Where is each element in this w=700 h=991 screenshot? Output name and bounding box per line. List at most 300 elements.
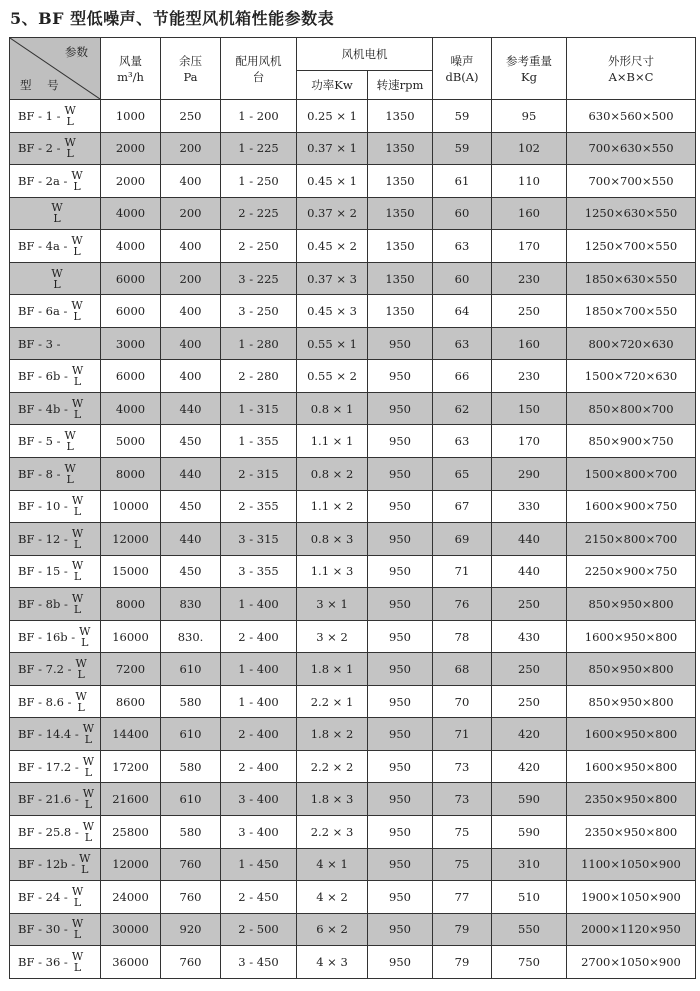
pressure-cell: 580 <box>161 750 221 783</box>
dims-cell: 1600×900×750 <box>567 490 696 523</box>
airflow-cell: 6000 <box>101 360 161 393</box>
speed-cell: 950 <box>368 848 433 881</box>
motor-header: 风机电机 <box>297 38 433 71</box>
noise-label: 噪声 <box>450 53 474 68</box>
table-row <box>10 555 696 588</box>
model-variant <box>72 886 83 908</box>
airflow-cell: 6000 <box>101 262 161 295</box>
airflow-cell: 1000 <box>101 100 161 133</box>
model-name: BF - 3 - <box>18 337 61 352</box>
pressure-unit: Pa <box>183 69 198 84</box>
fan-cell: 2 - 225 <box>221 197 297 230</box>
model-name: BF - 8b - <box>18 596 68 611</box>
airflow-cell: 4000 <box>101 197 161 230</box>
airflow-cell: 25800 <box>101 816 161 849</box>
power-cell: 1.8 × 1 <box>297 653 368 686</box>
model-name: BF - 4b - <box>18 401 68 416</box>
pressure-cell: 580 <box>161 816 221 849</box>
fan-cell: 2 - 280 <box>221 360 297 393</box>
model-variant <box>79 626 90 648</box>
noise-cell: 69 <box>433 523 492 556</box>
variant-l: L <box>77 700 85 714</box>
model-variant <box>71 300 82 322</box>
power-cell: 0.55 × 1 <box>297 327 368 360</box>
variant-l: L <box>84 733 93 747</box>
airflow-cell: 30000 <box>101 913 161 946</box>
dims-cell: 1500×720×630 <box>567 360 696 393</box>
model-cell <box>10 197 101 230</box>
power-cell: 6 × 2 <box>297 913 368 946</box>
variant-w: W <box>71 591 84 605</box>
page-title: 5、BF 型低噪声、节能型风机箱性能参数表 <box>10 9 335 28</box>
weight-header <box>492 38 567 100</box>
table-row <box>10 230 696 263</box>
model-variant <box>79 853 90 875</box>
weight-cell: 430 <box>492 620 567 653</box>
power-cell: 4 × 1 <box>297 848 368 881</box>
speed-cell: 1350 <box>368 197 433 230</box>
dims-cell: 800×720×630 <box>567 327 696 360</box>
pressure-cell: 250 <box>161 100 221 133</box>
fan-cell: 3 - 250 <box>221 295 297 328</box>
power-cell: 3 × 2 <box>297 620 368 653</box>
pressure-cell: 610 <box>161 653 221 686</box>
pressure-cell: 400 <box>161 165 221 198</box>
variant-w: W <box>71 494 84 508</box>
table-row <box>10 750 696 783</box>
speed-cell: 1350 <box>368 262 433 295</box>
speed-cell: 950 <box>368 913 433 946</box>
weight-cell: 250 <box>492 653 567 686</box>
model-cell <box>10 946 101 979</box>
dims-cell: 700×700×550 <box>567 165 696 198</box>
noise-cell: 63 <box>433 230 492 263</box>
speed-cell: 950 <box>368 425 433 458</box>
power-cell: 0.8 × 1 <box>297 392 368 425</box>
airflow-cell: 3000 <box>101 327 161 360</box>
dims-cell: 850×950×800 <box>567 588 696 621</box>
pressure-cell: 440 <box>161 458 221 491</box>
airflow-cell: 24000 <box>101 881 161 914</box>
power-cell: 0.45 × 2 <box>297 230 368 263</box>
model-cell <box>10 816 101 849</box>
dims-cell: 850×900×750 <box>567 425 696 458</box>
table-row <box>10 197 696 230</box>
variant-l: L <box>84 830 93 844</box>
variant-w: W <box>71 233 83 247</box>
airflow-cell: 7200 <box>101 653 161 686</box>
airflow-cell: 10000 <box>101 490 161 523</box>
model-name: BF - 6a - <box>18 304 68 319</box>
variant-w: W <box>71 559 84 573</box>
corner-bottom-label: 型 号 <box>20 78 65 92</box>
airflow-cell: 36000 <box>101 946 161 979</box>
speed-cell: 950 <box>368 588 433 621</box>
fan-cell: 3 - 355 <box>221 555 297 588</box>
dims-cell: 1850×630×550 <box>567 262 696 295</box>
model-cell <box>10 360 101 393</box>
model-variant <box>72 365 83 387</box>
model-name: BF - 10 - <box>18 499 68 514</box>
noise-cell: 68 <box>433 653 492 686</box>
airflow-cell: 8600 <box>101 685 161 718</box>
model-variant <box>72 918 83 940</box>
table-row <box>10 295 696 328</box>
model-cell <box>10 425 101 458</box>
noise-cell: 79 <box>433 946 492 979</box>
noise-cell: 79 <box>433 913 492 946</box>
fan-cell: 2 - 250 <box>221 230 297 263</box>
model-variant <box>65 105 76 127</box>
pressure-cell: 200 <box>161 262 221 295</box>
speed-cell: 950 <box>368 360 433 393</box>
model-name: BF - 17.2 - <box>18 759 79 774</box>
power-cell: 0.45 × 3 <box>297 295 368 328</box>
table-row <box>10 523 696 556</box>
airflow-cell: 21600 <box>101 783 161 816</box>
variant-w: W <box>82 819 95 833</box>
pressure-cell: 830. <box>161 620 221 653</box>
variant-w: W <box>51 201 63 215</box>
dims-cell: 2150×800×700 <box>567 523 696 556</box>
weight-cell: 330 <box>492 490 567 523</box>
model-cell <box>10 620 101 653</box>
weight-unit: Kg <box>521 69 537 84</box>
weight-cell: 310 <box>492 848 567 881</box>
airflow-cell: 17200 <box>101 750 161 783</box>
variant-l: L <box>73 537 82 551</box>
model-cell <box>10 100 101 133</box>
variant-w: W <box>79 852 91 866</box>
model-cell <box>10 165 101 198</box>
table-row <box>10 100 696 133</box>
pressure-cell: 400 <box>161 327 221 360</box>
variant-w: W <box>64 136 76 150</box>
variant-l: L <box>73 505 82 519</box>
noise-cell: 66 <box>433 360 492 393</box>
power-cell: 2.2 × 2 <box>297 750 368 783</box>
weight-cell: 102 <box>492 132 567 165</box>
pressure-cell: 400 <box>161 360 221 393</box>
power-header: 功率Kw <box>297 71 368 100</box>
variant-w: W <box>64 461 76 475</box>
fan-cell: 2 - 500 <box>221 913 297 946</box>
model-variant <box>65 137 76 159</box>
dims-header <box>567 38 696 100</box>
noise-cell: 63 <box>433 425 492 458</box>
pressure-cell: 610 <box>161 783 221 816</box>
pressure-cell: 760 <box>161 946 221 979</box>
weight-cell: 510 <box>492 881 567 914</box>
weight-cell: 230 <box>492 262 567 295</box>
variant-w: W <box>51 266 63 280</box>
weight-cell: 250 <box>492 685 567 718</box>
pressure-cell: 450 <box>161 555 221 588</box>
weight-cell: 150 <box>492 392 567 425</box>
model-variant <box>83 821 94 843</box>
pressure-header <box>161 38 221 100</box>
speed-cell: 950 <box>368 458 433 491</box>
noise-cell: 62 <box>433 392 492 425</box>
airflow-cell: 16000 <box>101 620 161 653</box>
table-row <box>10 653 696 686</box>
model-name: BF - 15 - <box>18 564 68 579</box>
pressure-cell: 440 <box>161 392 221 425</box>
variant-w: W <box>82 787 95 801</box>
pressure-cell: 830 <box>161 588 221 621</box>
speed-cell: 950 <box>368 555 433 588</box>
model-cell <box>10 848 101 881</box>
variant-l: L <box>81 635 89 649</box>
speed-cell: 950 <box>368 718 433 751</box>
model-cell <box>10 230 101 263</box>
model-variant <box>65 430 76 452</box>
fan-cell: 3 - 315 <box>221 523 297 556</box>
dims-cell: 630×560×500 <box>567 100 696 133</box>
model-name: BF - 21.6 - <box>18 792 79 807</box>
variant-l: L <box>66 114 74 128</box>
fan-cell: 2 - 355 <box>221 490 297 523</box>
noise-cell: 73 <box>433 783 492 816</box>
noise-cell: 78 <box>433 620 492 653</box>
model-variant <box>72 528 83 550</box>
power-cell: 2.2 × 1 <box>297 685 368 718</box>
model-name: BF - 16b - <box>18 629 76 644</box>
variant-l: L <box>84 765 93 779</box>
pressure-cell: 200 <box>161 132 221 165</box>
fan-cell: 1 - 400 <box>221 588 297 621</box>
speed-cell: 950 <box>368 685 433 718</box>
power-cell: 0.8 × 3 <box>297 523 368 556</box>
speed-cell: 950 <box>368 881 433 914</box>
performance-table <box>9 37 696 979</box>
speed-cell: 950 <box>368 392 433 425</box>
airflow-cell: 8000 <box>101 458 161 491</box>
variant-l: L <box>53 212 61 226</box>
speed-cell: 1350 <box>368 230 433 263</box>
model-name: BF - 24 - <box>18 889 68 904</box>
variant-w: W <box>71 949 84 963</box>
weight-cell: 230 <box>492 360 567 393</box>
dims-cell: 850×950×800 <box>567 685 696 718</box>
speed-cell: 950 <box>368 620 433 653</box>
table-body <box>10 100 696 979</box>
table-row <box>10 392 696 425</box>
fan-label-line2: 台 <box>252 69 265 84</box>
model-name: BF - 6b - <box>18 369 68 384</box>
table-row <box>10 458 696 491</box>
noise-cell: 65 <box>433 458 492 491</box>
power-cell: 0.37 × 2 <box>297 197 368 230</box>
table-row <box>10 685 696 718</box>
fan-cell: 2 - 400 <box>221 718 297 751</box>
fan-cell: 1 - 280 <box>221 327 297 360</box>
variant-w: W <box>64 429 76 443</box>
dims-cell: 1250×630×550 <box>567 197 696 230</box>
fan-label: 配用风机 <box>235 53 282 68</box>
model-cell <box>10 132 101 165</box>
model-variant <box>71 235 82 257</box>
dims-cell: 2350×950×800 <box>567 783 696 816</box>
variant-w: W <box>82 754 95 768</box>
model-variant <box>75 658 86 680</box>
model-name: BF - 4a - <box>18 238 68 253</box>
model-name: BF - 30 - <box>18 922 68 937</box>
model-cell <box>10 718 101 751</box>
variant-l: L <box>84 798 93 812</box>
noise-cell: 64 <box>433 295 492 328</box>
model-cell <box>10 458 101 491</box>
fan-cell: 1 - 400 <box>221 653 297 686</box>
dims-cell: 1600×950×800 <box>567 750 696 783</box>
dims-cell: 700×630×550 <box>567 132 696 165</box>
power-cell: 0.45 × 1 <box>297 165 368 198</box>
model-name: BF - 2 - <box>18 141 61 156</box>
variant-w: W <box>82 722 95 736</box>
weight-cell: 420 <box>492 718 567 751</box>
speed-cell: 950 <box>368 327 433 360</box>
airflow-cell: 2000 <box>101 132 161 165</box>
noise-cell: 75 <box>433 816 492 849</box>
model-cell <box>10 262 101 295</box>
weight-cell: 160 <box>492 197 567 230</box>
fan-cell: 2 - 315 <box>221 458 297 491</box>
speed-cell: 1350 <box>368 132 433 165</box>
model-name: BF - 14.4 - <box>18 727 79 742</box>
speed-header: 转速rpm <box>368 71 433 100</box>
airflow-cell: 4000 <box>101 230 161 263</box>
variant-w: W <box>71 364 84 378</box>
model-name: BF - 5 - <box>18 434 61 449</box>
pressure-cell: 760 <box>161 848 221 881</box>
table-row <box>10 262 696 295</box>
weight-cell: 290 <box>492 458 567 491</box>
model-name: BF - 36 - <box>18 954 68 969</box>
power-cell: 1.8 × 3 <box>297 783 368 816</box>
model-variant <box>83 788 94 810</box>
model-cell <box>10 327 101 360</box>
weight-cell: 250 <box>492 295 567 328</box>
noise-cell: 60 <box>433 197 492 230</box>
model-variant <box>83 756 94 778</box>
weight-cell: 590 <box>492 783 567 816</box>
dims-cell: 2350×950×800 <box>567 816 696 849</box>
pressure-cell: 580 <box>161 685 221 718</box>
fan-cell: 2 - 400 <box>221 750 297 783</box>
weight-cell: 750 <box>492 946 567 979</box>
corner-top-label: 参数 <box>65 45 88 59</box>
fan-cell: 3 - 400 <box>221 816 297 849</box>
variant-w: W <box>75 689 87 703</box>
variant-l: L <box>73 375 82 389</box>
dims-unit: A×B×C <box>608 69 654 84</box>
model-variant <box>72 495 83 517</box>
weight-cell: 95 <box>492 100 567 133</box>
power-cell: 1.1 × 2 <box>297 490 368 523</box>
variant-w: W <box>71 884 84 898</box>
airflow-cell: 5000 <box>101 425 161 458</box>
model-cell <box>10 490 101 523</box>
variant-w: W <box>71 526 84 540</box>
model-name: BF - 2a - <box>18 173 68 188</box>
variant-l: L <box>73 928 82 942</box>
weight-cell: 110 <box>492 165 567 198</box>
noise-cell: 76 <box>433 588 492 621</box>
speed-cell: 950 <box>368 523 433 556</box>
airflow-cell: 8000 <box>101 588 161 621</box>
model-cell <box>10 392 101 425</box>
variant-w: W <box>71 299 83 313</box>
dims-label: 外形尺寸 <box>608 53 654 68</box>
airflow-cell: 12000 <box>101 523 161 556</box>
noise-cell: 75 <box>433 848 492 881</box>
model-cell <box>10 588 101 621</box>
pressure-cell: 920 <box>161 913 221 946</box>
table-row <box>10 816 696 849</box>
power-cell: 1.1 × 1 <box>297 425 368 458</box>
model-cell <box>10 783 101 816</box>
weight-cell: 590 <box>492 816 567 849</box>
variant-l: L <box>53 277 61 291</box>
variant-w: W <box>75 657 87 671</box>
speed-cell: 950 <box>368 783 433 816</box>
noise-cell: 73 <box>433 750 492 783</box>
dims-cell: 1600×950×800 <box>567 620 696 653</box>
airflow-cell: 6000 <box>101 295 161 328</box>
dims-cell: 1100×1050×900 <box>567 848 696 881</box>
model-variant <box>72 398 83 420</box>
weight-cell: 250 <box>492 588 567 621</box>
model-variant <box>71 170 82 192</box>
dims-cell: 1850×700×550 <box>567 295 696 328</box>
dims-cell: 2250×900×750 <box>567 555 696 588</box>
corner-header <box>10 38 101 100</box>
airflow-cell: 15000 <box>101 555 161 588</box>
model-cell <box>10 555 101 588</box>
dims-cell: 2700×1050×900 <box>567 946 696 979</box>
dims-cell: 1600×950×800 <box>567 718 696 751</box>
model-name: BF - 12 - <box>18 531 68 546</box>
airflow-cell: 12000 <box>101 848 161 881</box>
variant-w: W <box>64 103 76 117</box>
variant-l: L <box>81 863 89 877</box>
noise-header <box>433 38 492 100</box>
power-cell: 0.55 × 2 <box>297 360 368 393</box>
model-variant <box>83 723 94 745</box>
table-row <box>10 425 696 458</box>
table-row <box>10 165 696 198</box>
power-cell: 0.8 × 2 <box>297 458 368 491</box>
noise-cell: 60 <box>433 262 492 295</box>
speed-cell: 1350 <box>368 165 433 198</box>
pressure-cell: 400 <box>161 295 221 328</box>
power-cell: 0.25 × 1 <box>297 100 368 133</box>
fan-cell: 1 - 355 <box>221 425 297 458</box>
table-row <box>10 881 696 914</box>
weight-cell: 160 <box>492 327 567 360</box>
airflow-cell: 2000 <box>101 165 161 198</box>
model-variant <box>72 593 83 615</box>
variant-l: L <box>73 895 82 909</box>
fan-cell: 2 - 400 <box>221 620 297 653</box>
model-name: BF - 25.8 - <box>18 824 79 839</box>
model-cell <box>10 913 101 946</box>
speed-cell: 950 <box>368 946 433 979</box>
table-row <box>10 913 696 946</box>
model-variant <box>65 463 76 485</box>
fan-cell: 2 - 450 <box>221 881 297 914</box>
variant-l: L <box>73 960 82 974</box>
